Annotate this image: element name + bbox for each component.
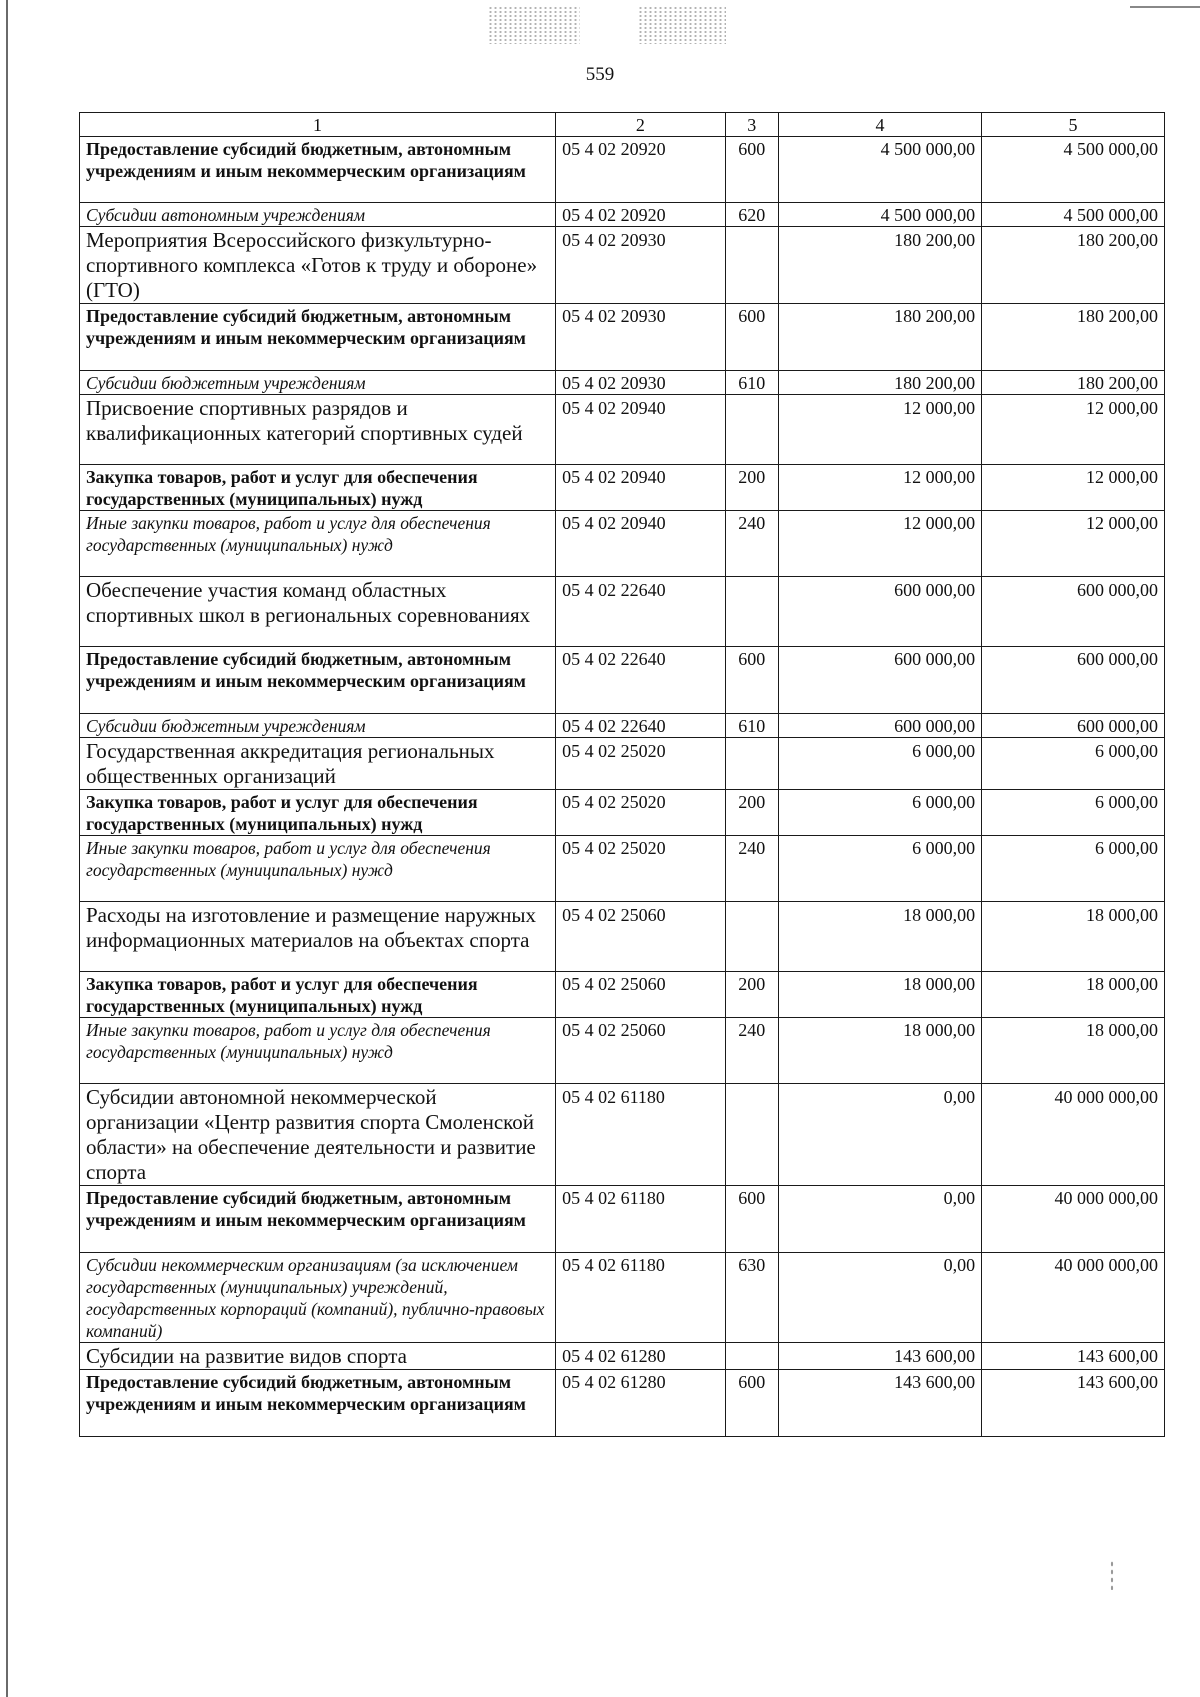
row-sum-1-cell: 0,00 xyxy=(778,1253,981,1343)
row-sum-1-cell: 600 000,00 xyxy=(778,647,981,714)
row-sum-1-cell: 0,00 xyxy=(778,1186,981,1253)
row-code-cell: 05 4 02 20940 xyxy=(556,465,726,511)
table-row xyxy=(80,1253,1165,1343)
row-sum-2-cell: 4 500 000,00 xyxy=(982,137,1165,203)
table-row xyxy=(80,511,1165,577)
row-sum-1-cell: 12 000,00 xyxy=(778,511,981,577)
column-header-code: 2 xyxy=(556,113,726,137)
row-sum-1-cell: 180 200,00 xyxy=(778,371,981,395)
row-sum-1-cell: 4 500 000,00 xyxy=(778,137,981,203)
budget-table xyxy=(79,112,1165,1437)
row-sum-1-cell: 12 000,00 xyxy=(778,465,981,511)
row-sum-1-cell: 600 000,00 xyxy=(778,714,981,738)
row-name-cell: Закупка товаров, работ и услуг для обеспечения государственных (муниципальных) нужд xyxy=(80,972,556,1018)
row-code-cell: 05 4 02 25060 xyxy=(556,902,726,972)
row-sum-2-cell: 143 600,00 xyxy=(982,1343,1165,1370)
row-sum-1-cell: 12 000,00 xyxy=(778,395,981,465)
row-name-cell: Государственная аккредитация региональных общественных организаций xyxy=(80,738,556,790)
column-header-group: 3 xyxy=(725,113,778,137)
row-sum-1-cell: 6 000,00 xyxy=(778,738,981,790)
row-group-cell xyxy=(725,902,778,972)
row-sum-2-cell: 600 000,00 xyxy=(982,577,1165,647)
row-code-cell: 05 4 02 20920 xyxy=(556,203,726,227)
row-sum-2-cell: 40 000 000,00 xyxy=(982,1186,1165,1253)
row-group-cell xyxy=(725,577,778,647)
row-sum-2-cell: 6 000,00 xyxy=(982,738,1165,790)
table-row xyxy=(80,1343,1165,1370)
row-code-cell: 05 4 02 20940 xyxy=(556,511,726,577)
row-code-cell: 05 4 02 61180 xyxy=(556,1084,726,1186)
table-row xyxy=(80,395,1165,465)
row-sum-2-cell: 18 000,00 xyxy=(982,972,1165,1018)
column-header-sum-1: 4 xyxy=(778,113,981,137)
table-row xyxy=(80,203,1165,227)
row-code-cell: 05 4 02 25060 xyxy=(556,972,726,1018)
row-sum-1-cell: 6 000,00 xyxy=(778,836,981,902)
row-sum-2-cell: 18 000,00 xyxy=(982,902,1165,972)
row-name-cell: Предоставление субсидий бюджетным, автономным учреждениям и иным некоммерческим организациям xyxy=(80,1186,556,1253)
row-group-cell: 600 xyxy=(725,647,778,714)
row-sum-2-cell: 4 500 000,00 xyxy=(982,203,1165,227)
row-sum-1-cell: 18 000,00 xyxy=(778,1018,981,1084)
row-name-cell: Предоставление субсидий бюджетным, автономным учреждениям и иным некоммерческим организациям xyxy=(80,647,556,714)
table-row xyxy=(80,1018,1165,1084)
row-sum-2-cell: 180 200,00 xyxy=(982,371,1165,395)
scan-stamp-mark xyxy=(488,6,580,44)
row-group-cell: 600 xyxy=(725,1186,778,1253)
row-code-cell: 05 4 02 25020 xyxy=(556,738,726,790)
row-group-cell: 240 xyxy=(725,511,778,577)
row-sum-1-cell: 6 000,00 xyxy=(778,790,981,836)
row-group-cell: 610 xyxy=(725,371,778,395)
row-group-cell: 200 xyxy=(725,972,778,1018)
table-row xyxy=(80,1370,1165,1437)
row-sum-2-cell: 180 200,00 xyxy=(982,304,1165,371)
row-name-cell: Иные закупки товаров, работ и услуг для обеспечения государственных (муниципальных) нужд xyxy=(80,511,556,577)
row-name-cell: Расходы на изготовление и размещение наружных информационных материалов на объектах спорта xyxy=(80,902,556,972)
row-group-cell: 610 xyxy=(725,714,778,738)
table-row xyxy=(80,227,1165,304)
row-code-cell: 05 4 02 22640 xyxy=(556,577,726,647)
row-sum-1-cell: 143 600,00 xyxy=(778,1370,981,1437)
row-group-cell xyxy=(725,227,778,304)
row-sum-2-cell: 600 000,00 xyxy=(982,714,1165,738)
row-sum-2-cell: 6 000,00 xyxy=(982,790,1165,836)
table-row xyxy=(80,1084,1165,1186)
row-sum-2-cell: 600 000,00 xyxy=(982,647,1165,714)
row-code-cell: 05 4 02 61280 xyxy=(556,1343,726,1370)
row-sum-1-cell: 180 200,00 xyxy=(778,304,981,371)
row-name-cell: Субсидии бюджетным учреждениям xyxy=(80,371,556,395)
column-header-name: 1 xyxy=(80,113,556,137)
row-group-cell: 200 xyxy=(725,790,778,836)
row-name-cell: Субсидии бюджетным учреждениям xyxy=(80,714,556,738)
row-sum-1-cell: 18 000,00 xyxy=(778,902,981,972)
table-row xyxy=(80,1186,1165,1253)
row-group-cell: 600 xyxy=(725,1370,778,1437)
row-sum-1-cell: 600 000,00 xyxy=(778,577,981,647)
row-group-cell: 240 xyxy=(725,836,778,902)
row-name-cell: Присвоение спортивных разрядов и квалификационных категорий спортивных судей xyxy=(80,395,556,465)
row-name-cell: Иные закупки товаров, работ и услуг для обеспечения государственных (муниципальных) нужд xyxy=(80,836,556,902)
row-group-cell: 600 xyxy=(725,304,778,371)
row-code-cell: 05 4 02 61180 xyxy=(556,1253,726,1343)
table-header-row xyxy=(80,113,1165,137)
row-code-cell: 05 4 02 22640 xyxy=(556,714,726,738)
table-row xyxy=(80,137,1165,203)
row-code-cell: 05 4 02 20930 xyxy=(556,371,726,395)
scan-stamp-mark xyxy=(638,6,726,44)
row-sum-1-cell: 18 000,00 xyxy=(778,972,981,1018)
scan-noise-mark xyxy=(1110,1560,1114,1590)
table-row xyxy=(80,790,1165,836)
row-sum-2-cell: 143 600,00 xyxy=(982,1370,1165,1437)
row-name-cell: Субсидии на развитие видов спорта xyxy=(80,1343,556,1370)
table-row xyxy=(80,836,1165,902)
row-sum-2-cell: 12 000,00 xyxy=(982,465,1165,511)
table-body xyxy=(80,137,1165,1437)
row-group-cell xyxy=(725,1084,778,1186)
row-name-cell: Иные закупки товаров, работ и услуг для обеспечения государственных (муниципальных) нужд xyxy=(80,1018,556,1084)
row-code-cell: 05 4 02 61280 xyxy=(556,1370,726,1437)
row-code-cell: 05 4 02 20930 xyxy=(556,304,726,371)
row-sum-2-cell: 12 000,00 xyxy=(982,395,1165,465)
table-row xyxy=(80,714,1165,738)
column-header-sum-2: 5 xyxy=(982,113,1165,137)
row-code-cell: 05 4 02 25020 xyxy=(556,836,726,902)
row-sum-2-cell: 18 000,00 xyxy=(982,1018,1165,1084)
table-row xyxy=(80,465,1165,511)
page-number: 559 xyxy=(585,64,615,85)
row-group-cell: 620 xyxy=(725,203,778,227)
table-row xyxy=(80,577,1165,647)
table-row xyxy=(80,972,1165,1018)
row-name-cell: Предоставление субсидий бюджетным, автономным учреждениям и иным некоммерческим организациям xyxy=(80,1370,556,1437)
page-left-edge xyxy=(6,0,8,1697)
row-group-cell: 200 xyxy=(725,465,778,511)
row-name-cell: Мероприятия Всероссийского физкультурно-спортивного комплекса «Готов к труду и обороне» (ГТО) xyxy=(80,227,556,304)
row-code-cell: 05 4 02 22640 xyxy=(556,647,726,714)
row-sum-1-cell: 0,00 xyxy=(778,1084,981,1186)
row-name-cell: Субсидии некоммерческим организациям (за исключением государственных (муниципальных) учреждений, государственных корпораций (компаний), публично-правовых компаний) xyxy=(80,1253,556,1343)
table-row xyxy=(80,304,1165,371)
row-code-cell: 05 4 02 25060 xyxy=(556,1018,726,1084)
row-name-cell: Субсидии автономным учреждениям xyxy=(80,203,556,227)
row-name-cell: Субсидии автономной некоммерческой организации «Центр развития спорта Смоленской области» на обеспечение деятельности и развитие спорта xyxy=(80,1084,556,1186)
row-group-cell: 630 xyxy=(725,1253,778,1343)
row-sum-2-cell: 40 000 000,00 xyxy=(982,1084,1165,1186)
row-group-cell xyxy=(725,1343,778,1370)
table-row xyxy=(80,738,1165,790)
row-name-cell: Предоставление субсидий бюджетным, автономным учреждениям и иным некоммерческим организациям xyxy=(80,304,556,371)
row-code-cell: 05 4 02 20930 xyxy=(556,227,726,304)
table-row xyxy=(80,647,1165,714)
table-row xyxy=(80,902,1165,972)
row-sum-1-cell: 4 500 000,00 xyxy=(778,203,981,227)
page-top-edge xyxy=(1130,6,1200,8)
row-group-cell xyxy=(725,738,778,790)
row-group-cell xyxy=(725,395,778,465)
row-name-cell: Обеспечение участия команд областных спортивных школ в региональных соревнованиях xyxy=(80,577,556,647)
row-sum-2-cell: 6 000,00 xyxy=(982,836,1165,902)
row-sum-2-cell: 12 000,00 xyxy=(982,511,1165,577)
table-row xyxy=(80,371,1165,395)
row-code-cell: 05 4 02 61180 xyxy=(556,1186,726,1253)
row-group-cell: 240 xyxy=(725,1018,778,1084)
row-name-cell: Закупка товаров, работ и услуг для обеспечения государственных (муниципальных) нужд xyxy=(80,465,556,511)
row-code-cell: 05 4 02 20940 xyxy=(556,395,726,465)
row-sum-2-cell: 180 200,00 xyxy=(982,227,1165,304)
row-code-cell: 05 4 02 25020 xyxy=(556,790,726,836)
row-name-cell: Предоставление субсидий бюджетным, автономным учреждениям и иным некоммерческим организациям xyxy=(80,137,556,203)
row-sum-1-cell: 143 600,00 xyxy=(778,1343,981,1370)
row-code-cell: 05 4 02 20920 xyxy=(556,137,726,203)
row-sum-2-cell: 40 000 000,00 xyxy=(982,1253,1165,1343)
row-sum-1-cell: 180 200,00 xyxy=(778,227,981,304)
row-name-cell: Закупка товаров, работ и услуг для обеспечения государственных (муниципальных) нужд xyxy=(80,790,556,836)
row-group-cell: 600 xyxy=(725,137,778,203)
